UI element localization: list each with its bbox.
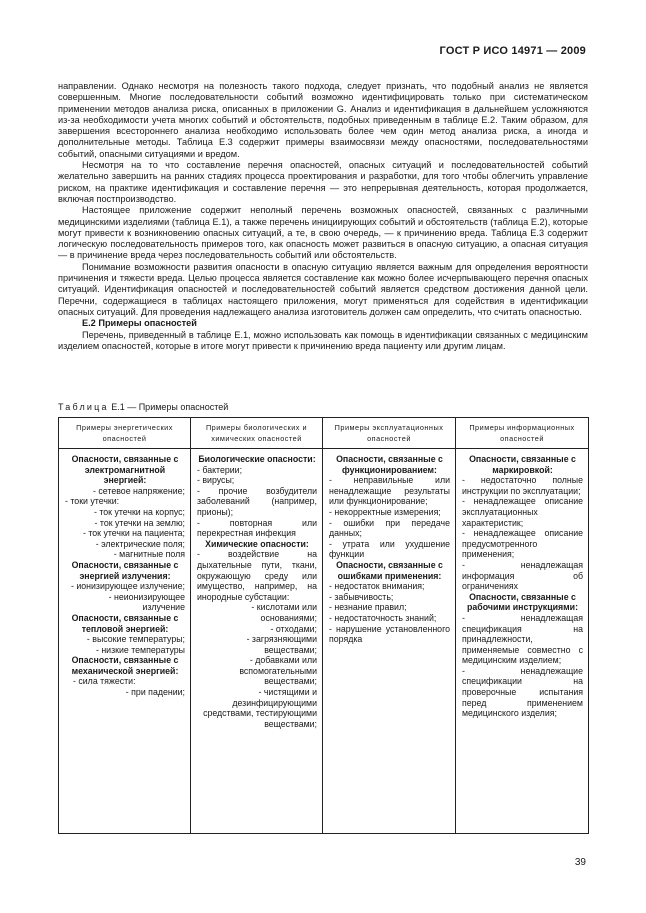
list-item: - неионизирующее излучение: [108, 591, 185, 613]
group-heading: Биологические опасности:: [198, 454, 316, 464]
hazards-table: [58, 417, 589, 834]
list-item: - низкие температуры: [95, 644, 185, 655]
list-item: - вирусы;: [197, 475, 235, 486]
group-heading: Опасности, связанные с энергией излучения:: [71, 559, 179, 581]
header-energy: Примеры энергетических опасностей: [59, 418, 191, 449]
list-item: - ненадлежащая информация об ограничениях: [462, 559, 583, 592]
table-row: [59, 449, 589, 834]
paragraph-2: Несмотря на то что составление перечня опасностей, опасных ситуаций и последовательностей событий желательно завершить на ранних стадиях процесса проектирования и разработки, для того чтобы облегчить управление риском, на практике идентификация и составление перечня — это непрерывная деятельность, которая продолжается, включая постпроизводство.: [58, 160, 588, 204]
paragraph-4: Понимание возможности развития опасности в опасную ситуацию является важным для определения вероятности причинения и тяжести вреда. Целью процесса является составление как можно более исчерпывающего перечня опасных ситуаций. Идентификация опасностей и последовательностей событий является средством достижения данной цели. Перечни, содержащиеся в таблицах настоящего приложения, могут применяться для содействия в идентификации опасных ситуаций. Для проведения надлежащего анализа изготовитель должен сам определить, что считать опасностью.: [58, 261, 588, 317]
list-item: - добавками или вспомогательными веществами;: [239, 655, 317, 687]
list-item: - токи утечки:: [65, 496, 120, 507]
table-caption: [58, 402, 228, 412]
body-text: [58, 81, 588, 352]
group-heading: Опасности, связанные с маркировкой:: [469, 454, 576, 475]
document-header: ГОСТ Р ИСО 14971 — 2009: [439, 45, 586, 57]
group-heading: Химические опасности:: [205, 538, 309, 549]
group-heading: Опасности, связанные с электромагнитной энергией:: [71, 454, 179, 486]
list-item: - неправильные или ненадлежащие результаты или функционирование;: [329, 475, 450, 507]
group-heading: Опасности, связанные с рабочими инструкциями:: [467, 591, 578, 613]
list-item: - чистящими и дезинфицирующими средствами, тестирующими веществами;: [203, 687, 317, 729]
section-title: Е.2 Примеры опасностей: [82, 318, 197, 329]
list-item: - ток утечки на пациента;: [82, 528, 185, 539]
header-information: Примеры информационных опасностей: [456, 418, 589, 449]
group-heading: Опасности, связанные с тепловой энергией:: [71, 612, 179, 634]
list-item: - ненадлежащие спецификации на проверочные испытания перед применением медицинского изделия;: [462, 665, 583, 719]
list-item: - загрязняющими веществами;: [246, 634, 317, 655]
list-item: - повторная или перекрестная инфекция: [197, 517, 317, 539]
list-item: - недостаточность знаний;: [329, 612, 437, 623]
list-item: - сила тяжести:: [73, 676, 136, 687]
list-item: - некорректные измерения;: [329, 506, 441, 517]
col-information: [456, 449, 589, 834]
list-item: - ионизирующее излучение;: [70, 581, 185, 592]
paragraph-3: Настоящее приложение содержит неполный перечень возможных опасностей, связанных с различными медицинскими изделиями (таблица Е.1), а также перечень инициирующих событий и обстоятельств (таблица Е.2), которые могут привести к возникновению опасных ситуаций, а те, в свою очередь, — к причинению вреда. Таблица Е.3 содержит логическую последовательность примеров того, как опасность может развиться в опасную ситуацию, а опасная ситуация — в причинение вреда через последовательность событий или обстоятельств.: [58, 205, 588, 261]
header-biochem: Примеры биологических и химических опасностей: [191, 418, 323, 449]
list-item: - недостаточно полные инструкции по эксплуатации;: [462, 475, 583, 496]
col-energy: [59, 449, 191, 834]
list-item: - ненадлежащая спецификация на принадлежности, применяемые совместно с медицинским изделием;: [462, 612, 583, 666]
paragraph-1: направлении. Однако несмотря на полезность такого подхода, следует признать, что подобный анализ не является совершенным. Многие последовательности событий возможно идентифицировать только при систематическом применении методов анализа риска, описанных в приложении G. Анализ и идентификация в дальнейшем усложняются из-за необходимости учета многих событий и обстоятельств, подобных приведенным в таблице Е.2. Таким образом, для завершения всестороннего анализа необходимо использовать более чем один метод анализа риска, а иногда и дополнительные методы. Таблица Е.3 содержит примеры взаимосвязи между опасностями, последовательностями событий, опасными ситуациями и вредом.: [58, 81, 588, 159]
list-item: - магнитные поля: [113, 549, 185, 560]
header-operational: Примеры эксплуатационных опасностей: [323, 418, 456, 449]
list-item: - ошибки при передаче данных;: [329, 517, 450, 539]
group-heading: Опасности, связанные с функционированием:: [336, 454, 443, 475]
paragraph-5: Перечень, приведенный в таблице Е.1, можно использовать как помощь в идентификации связанных с медицинским изделием опасностей, которые в итоге могут привести к причинению вреда пациенту или другим лицам.: [58, 329, 588, 351]
table-caption-prefix: Таблица: [58, 402, 109, 412]
list-item: - бактерии;: [197, 464, 243, 475]
list-item: - электрические поля;: [95, 538, 185, 549]
list-item: - кислотами или основаниями;: [251, 602, 317, 623]
list-item: - ненадлежащее описание предусмотренного применения;: [462, 528, 583, 560]
list-item: - прочие возбудители заболеваний (например, прионы);: [197, 485, 317, 517]
list-item: - забывчивость;: [329, 591, 394, 602]
list-item: - отходами;: [270, 623, 317, 634]
group-heading: Опасности, связанные с ошибками применения:: [336, 559, 443, 581]
list-item: - сетевое напряжение;: [93, 485, 185, 496]
col-biochem: [191, 449, 323, 834]
list-item: - ток утечки на корпус;: [93, 506, 185, 517]
group-heading: Опасности, связанные с механической энергией:: [71, 655, 179, 676]
list-item: - при падении;: [125, 687, 185, 698]
col-operational: [323, 449, 456, 834]
list-item: - ненадлежащее описание эксплуатационных характеристик;: [462, 496, 583, 528]
list-item: - незнание правил;: [329, 602, 407, 613]
list-item: - ток утечки на землю;: [94, 517, 185, 528]
page-number: 39: [574, 857, 586, 868]
list-item: - высокие температуры;: [86, 634, 185, 645]
list-item: - воздействие на дыхательные пути, ткани, окружающую среду или имущество, например, на инородные субстации:: [197, 549, 317, 602]
table-header-row: [59, 418, 589, 449]
list-item: - нарушение установленного порядка: [329, 623, 450, 645]
list-item: - утрата или ухудшение функции: [329, 538, 450, 560]
list-item: - недостаток внимания;: [329, 581, 425, 592]
table-caption-rest: Е.1 — Примеры опасностей: [108, 402, 229, 412]
